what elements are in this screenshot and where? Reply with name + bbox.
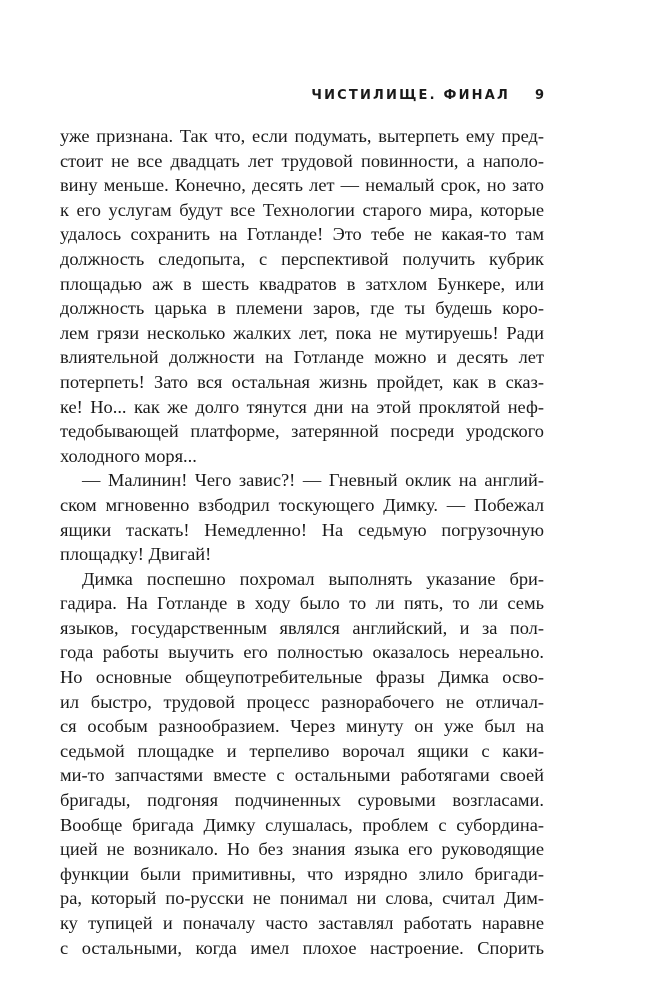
text-line: цией не возникало. Но без знания языка его руководящие — [60, 839, 544, 860]
text-line: гадира. На Готланде в ходу было то ли пять, то ли семь — [60, 593, 544, 614]
text-line: ку тупицей и поначалу часто заставлял работать наравне — [60, 913, 544, 933]
text-line: седьмой площадке и терпеливо ворочал ящики с каки- — [60, 740, 544, 761]
text-line: должность царька в племени заров, где ты будешь коро- — [60, 298, 544, 319]
text-line: лем грязи несколько жалких лет, пока не мутируешь! Ради — [60, 322, 544, 343]
page-number: 9 — [534, 88, 544, 103]
text-line: уже признана. Так что, если подумать, вытерпеть ему пред- — [60, 126, 544, 146]
paragraph-3 — [60, 567, 544, 961]
text-line: тедобывающей платформе, затерянной посреди уродского — [60, 421, 544, 442]
running-header — [60, 88, 544, 110]
text-line: влиятельной должности на Готланде можно и десять лет — [60, 347, 544, 368]
text-line: ся особым разнообразием. Через минуту он уже был на — [60, 716, 544, 737]
running-title: ЧИСТИЛИЩЕ. ФИНАЛ — [311, 88, 510, 103]
text-line: с остальными, когда имел плохое настроение. Спорить — [60, 937, 544, 958]
text-line: должность следопыта, с перспективой получить кубрик — [60, 248, 544, 269]
text-line: вину меньше. Конечно, десять лет — немалый срок, но зато — [60, 175, 544, 196]
text-line: Вообще бригада Димку слушалась, проблем с субордина- — [60, 814, 544, 835]
text-line: ми-то запчастями вместе с остальными работягами своей — [60, 765, 544, 786]
text-line: — Малинин! Чего завис?! — Гневный оклик на англий- — [82, 470, 544, 491]
text-line: стоит не все двадцать лет трудовой повинности, а наполо- — [60, 150, 544, 171]
text-line: года работы выучить его полностью оказалось нереально. — [60, 642, 544, 663]
text-line: ра, который по-русски не понимал ни слова, считал Дим- — [60, 888, 544, 909]
text-line: ском мгновенно взбодрил тоскующего Димку. — Побежал — [60, 494, 544, 515]
paragraph-2 — [60, 468, 544, 566]
text-line: площадью аж в шесть квадратов в затхлом Бункере, или — [60, 273, 544, 294]
text-line: ке! Но... как же долго тянутся дни на этой проклятой неф- — [60, 396, 544, 417]
text-line: удалось сохранить на Готланде! Это тебе не какая-то там — [60, 224, 544, 245]
text-line: Димка поспешно похромал выполнять указание бри- — [82, 568, 544, 589]
paragraph-1 — [60, 124, 544, 468]
text-line: ил быстро, трудовой процесс разнорабочего не отличал- — [60, 691, 544, 712]
text-line: функции были примитивны, что изрядно злило бригади- — [60, 863, 544, 884]
body-text — [60, 124, 544, 960]
text-line: ящики таскать! Немедленно! На седьмую погрузочную — [60, 519, 544, 540]
text-line: к его услугам будут все Технологии старого мира, которые — [60, 199, 544, 220]
text-line: холодного моря... — [60, 445, 197, 466]
text-line: Но основные общеупотребительные фразы Димка осво- — [60, 667, 544, 688]
text-line: потерпеть! Зато вся остальная жизнь пройдет, как в сказ- — [60, 371, 544, 392]
text-line: площадку! Двигай! — [60, 544, 212, 565]
text-line: бригады, подгоняя подчиненных суровыми возгласами. — [60, 790, 544, 811]
text-line: языков, государственным являлся английский, и за пол- — [60, 617, 544, 638]
